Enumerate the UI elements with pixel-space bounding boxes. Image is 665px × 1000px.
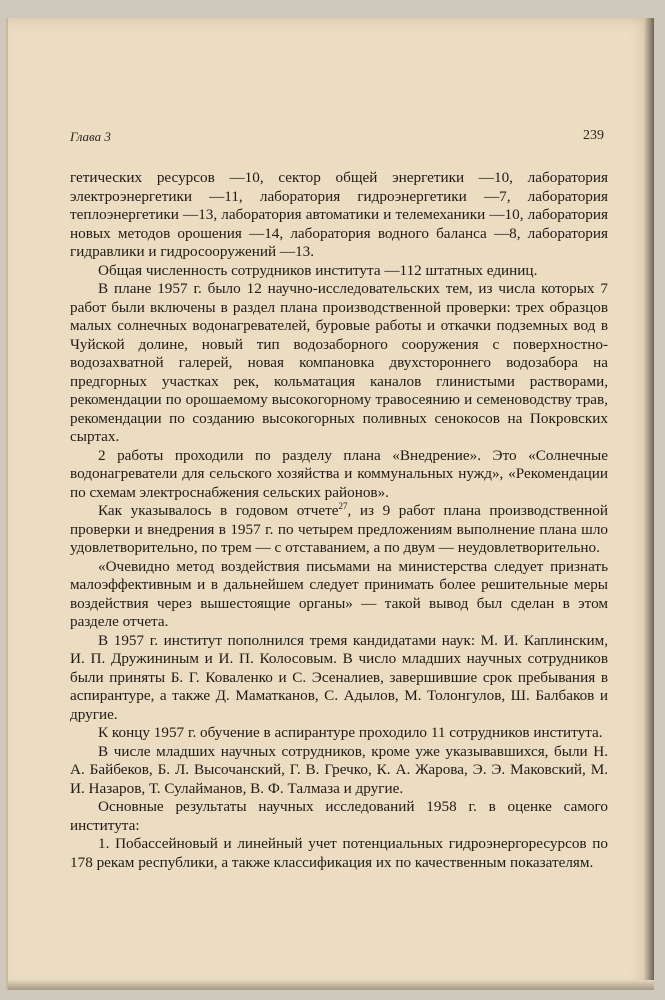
paragraph: 2 работы проходили по разделу плана «Внедрение». Это «Солнечные водонагреватели для сельского хозяйства и коммунальных нужд», «Рекомендации по схемам электроснабжения сельских районов». — [70, 446, 608, 501]
paragraph: В 1957 г. институт пополнился тремя кандидатами наук: М. И. Каплинским, И. П. Дружининым и И. П. Колосовым. В число младших научных сотрудников были приняты Б. Г. Коваленко и С. Эсеналиев, завершившие срок пребывания в аспирантуре, а также Д. Маматканов, С. Адылов, М. Толонгулов, Ш. Балбаков и другие. — [70, 631, 608, 723]
footnote-marker: 27 — [338, 500, 348, 511]
book-page — [6, 18, 654, 990]
paragraph-text: Как указывалось в годовом отчете — [98, 502, 339, 519]
running-header-chapter: Глава 3 — [70, 129, 111, 144]
paragraph: Основные результаты научных исследований 1958 г. в оценке самого института: — [70, 798, 608, 834]
paragraph-with-footnote — [70, 502, 608, 558]
page-number: 239 — [583, 128, 604, 143]
paragraph: В числе младших научных сотрудников, кроме уже указывавшихся, были Н. А. Байбеков, Б. Л. Высочанский, Г. В. Гречко, К. А. Жарова, Э. Э. Маковский, М. И. Назаров, Т. Сулайманов, В. Ф. Талмаза и другие. — [70, 742, 608, 797]
paragraph: 1. Побассейновый и линейный учет потенциальных гидроэнергоресурсов по 178 рекам республики, а также классификация их по качественным показателям. — [70, 835, 608, 871]
paragraph: В плане 1957 г. было 12 научно-исследовательских тем, из числа которых 7 работ были включены в раздел плана производственной проверки: трех образцов малых солнечных водонагревателей, буровые работы и откачки подземных вод в Чуйской долине, новый тип водозаборного сооружения с поверхностно-водозахватной галерей, новая компановка двухстороннего водозабора на предгорных участках рек, кольматация каналов глинистыми растворами, рекомендации по орошаемому высокогорному травосеянию и семеноводству трав, рекомендации по созданию высокогорных поливных сенокосов на Покровских сыртах. — [70, 280, 608, 445]
page-edge-shadow — [644, 18, 654, 990]
page-bottom-edge — [8, 980, 654, 990]
paragraph-text-continued: , из 9 работ плана производственной проверки и внедрения в 1957 г. по четырем предложениям выполнение плана шло удовлетворительно, по трем — с отставанием, а по двум — неудовлетворительно. — [70, 502, 608, 556]
paragraph: гетических ресурсов —10, сектор общей энергетики —10, лаборатория электроэнергетики —11, лаборатория гидроэнергетики —7, лаборатория теплоэнергетики —13, лаборатория автоматики и телемеханики —10, лаборатория новых методов орошения —14, лаборатория водного баланса —8, лаборатория гидравлики и гидросооружений —13. — [70, 169, 608, 260]
paragraph: Общая численность сотрудников института —112 штатных единиц. — [98, 261, 538, 279]
paragraph: «Очевидно метод воздействия письмами на министерства следует признать малоэффективным и в дальнейшем следует принимать более решительные меры воздействия через вышестоящие органы» — такой вывод был сделан в этом разделе отчета. — [70, 557, 608, 630]
paragraph: К концу 1957 г. обучение в аспирантуре проходило 11 сотрудников института. — [98, 724, 603, 741]
body-text — [70, 169, 608, 872]
